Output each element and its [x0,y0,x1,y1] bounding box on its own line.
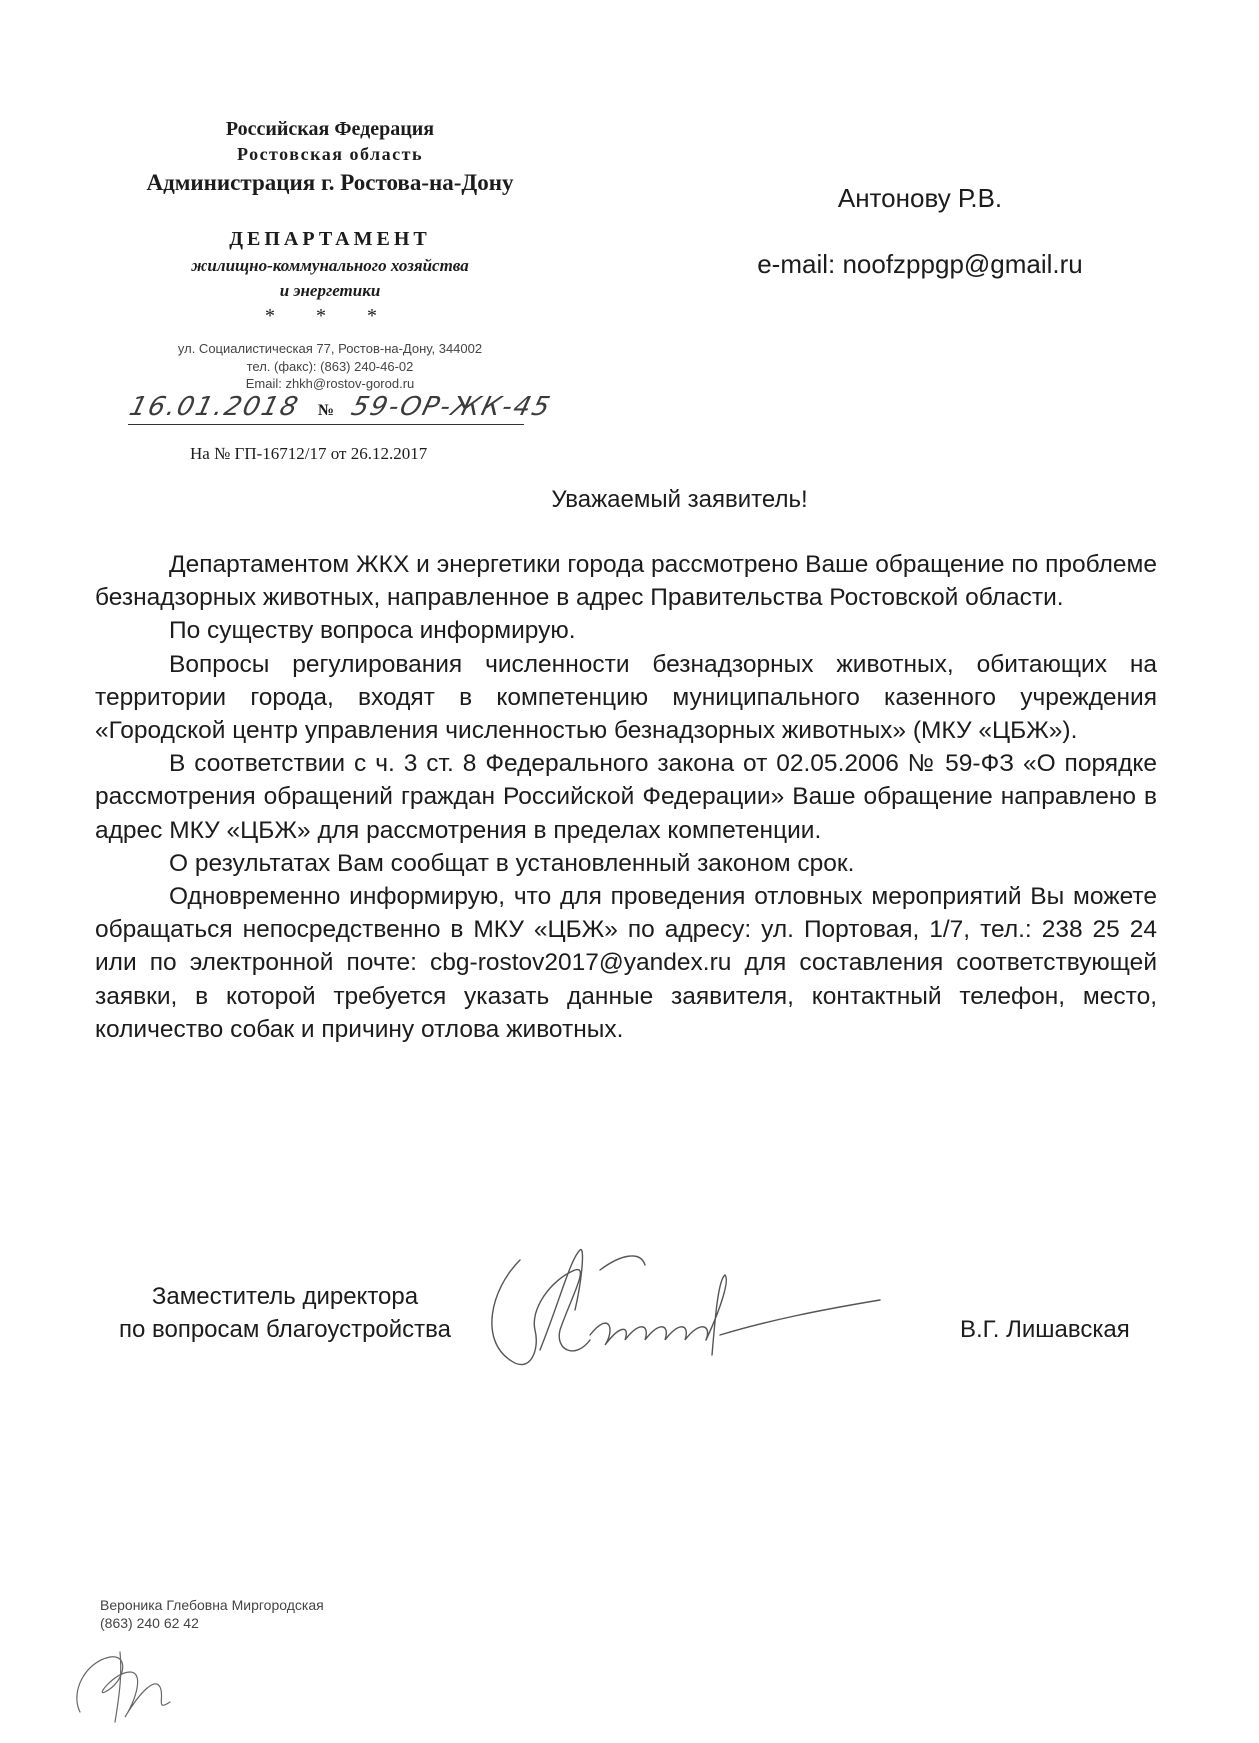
registration-date: 16.01.2018 [126,392,303,422]
letterhead-department-line1: жилищно-коммунального хозяйства [191,256,469,275]
body-paragraph-4: В соответствии с ч. 3 ст. 8 Федерального закона от 02.05.2006 № 59-ФЗ «О порядке рассмотрения обращений граждан Российской Федерации» Ваше обращение направлено в адрес МКУ «ЦБЖ» для рассмотрения в пределах компетенции. [95,750,1157,844]
signatory-position-line1: Заместитель директора [151,1283,419,1310]
body-paragraph-3: Вопросы регулирования численности безнадзорных животных, обитающих на территории города, входят в компетенцию муниципального казенного учреждения «Городской центр управления численностью безнадзорных животных» (МКУ «ЦБЖ»). [95,650,1157,745]
addressee-name: Антонову Р.В. [837,183,1003,213]
reference-line: На № ГП-16712/17 от 26.12.2017 [190,444,428,463]
addressee-email: e-mail: noofzppgp@gmail.ru [757,249,1083,279]
executor-signature [60,1632,200,1732]
executor-phone: (863) 240 62 42 [100,1615,199,1631]
handwritten-signature [480,1240,900,1390]
executor-name: Вероника Глебовна Миргородская [100,1597,324,1613]
signatory-position [95,1280,475,1346]
body-paragraph-1: Департаментом ЖКХ и энергетики города рассмотрено Ваше обращение по проблеме безнадзорных животных, направленное в адрес Правительства Ростовской области. [95,551,1157,612]
letterhead-email: Email: zhkh@rostov-gorod.ru [245,376,415,391]
letterhead-department-line2: и энергетики [279,281,381,300]
greeting-text: Уважаемый заявитель! [551,486,808,513]
signatory-position-line2: по вопросам благоустройства [118,1316,451,1343]
letterhead-region: Ростовская область [237,144,423,164]
greeting [0,486,1259,514]
letterhead-stars: * * * [265,305,395,327]
letterhead-department: ДЕПАРТАМЕНТ [229,228,431,250]
letter-body [95,548,1157,1046]
signatory-name: В.Г. Лишавская [960,1316,1130,1343]
body-paragraph-2: По существу вопроса информирую. [169,617,576,645]
letterhead-address: ул. Социалистическая 77, Ростов-на-Дону, 344002 [177,341,483,356]
body-paragraph-5: О результатах Вам сообщат в установленный законом срок. [169,849,855,877]
registration-number-sign: № [318,402,335,419]
registration-number: 59-ОР-ЖК-45 [348,392,555,422]
letterhead-country: Российская Федерация [225,118,435,140]
body-paragraph-6: Одновременно информирую, что для проведения отловных мероприятий Вы можете обращаться непосредственно в МКУ «ЦБЖ» по адресу: ул. Портовая, 1/7, тел.: 238 25 24 или по электронной почте: cbg-rostov2017@yandex.ru для составления соответствующей заявки, в которой требуется указать данные заявителя, контактный телефон, место, количество собак и причину отлова животных. [95,883,1157,1043]
letterhead-phone: тел. (факс): (863) 240-46-02 [246,359,414,374]
letterhead-administration: Администрация г. Ростова-на-Дону [146,170,514,195]
